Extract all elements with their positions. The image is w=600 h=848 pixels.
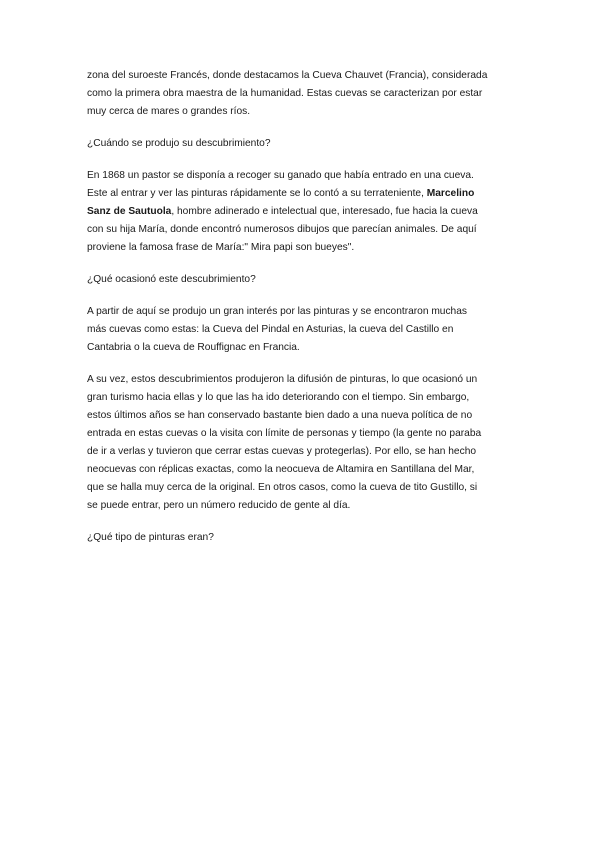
heading-text: ¿Cuándo se produjo su descubrimiento? — [87, 138, 271, 149]
text-run: proviene la famosa frase de María:" Mira papi son bueyes". — [87, 242, 355, 253]
text-line: como la primera obra maestra de la humanidad. Estas cuevas se caracterizan por estar — [87, 88, 483, 99]
text-run: En 1868 un pastor se disponía a recoger su ganado que había entrado en una cueva. — [87, 170, 474, 181]
text-line: A partir de aquí se produjo un gran interés por las pinturas y se encontraron muchas — [87, 306, 467, 317]
text-run: Este al entrar y ver las pinturas rápidamente se lo contó a su terrateniente, — [87, 188, 427, 199]
text-line: se puede entrar, pero un número reducido de gente al día. — [87, 500, 351, 511]
paragraph-more-caves — [87, 303, 519, 357]
paragraph-tourism — [87, 371, 519, 515]
text-line — [87, 203, 519, 221]
document-body — [87, 67, 519, 561]
section-heading-discovery — [87, 135, 519, 153]
text-line: entrada en estas cuevas o la visita con límite de personas y tiempo (la gente no paraba — [87, 428, 482, 439]
text-line — [87, 239, 519, 257]
text-run: con su hija María, donde encontró numerosos dibujos que parecían animales. De aquí — [87, 224, 477, 235]
text-line: de ir a verlas y tuvieron que cerrar estas cuevas y protegerlas). Por ello, se han hecho — [87, 446, 477, 457]
text-line: A su vez, estos descubrimientos produjeron la difusión de pinturas, lo que ocasionó un — [87, 374, 478, 385]
text-line — [87, 221, 519, 239]
text-line: zona del suroeste Francés, donde destacamos la Cueva Chauvet (Francia), considerada — [87, 70, 488, 81]
bold-name-first: Marcelino — [426, 188, 475, 199]
text-run: , hombre adinerado e intelectual que, interesado, fue hacia la cueva — [171, 206, 478, 217]
text-line: muy cerca de mares o grandes ríos. — [87, 106, 251, 117]
bold-name-rest: Sanz de Sautuola — [87, 206, 172, 217]
text-line — [87, 185, 519, 203]
text-line: neocuevas con réplicas exactas, como la neocueva de Altamira en Santillana del Mar, — [87, 464, 475, 475]
text-line — [87, 167, 519, 185]
heading-text: ¿Qué tipo de pinturas eran? — [87, 532, 214, 543]
heading-text: ¿Qué ocasionó este descubrimiento? — [87, 274, 256, 285]
text-line: que se halla muy cerca de la original. En otros casos, como la cueva de tito Gustillo, si — [87, 482, 478, 493]
text-line: gran turismo hacia ellas y lo que las ha ido deteriorando con el tiempo. Sin embargo, — [87, 392, 470, 403]
text-line: Cantabria o la cueva de Rouffignac en Francia. — [87, 342, 300, 353]
paragraph-discovery — [87, 167, 519, 257]
text-line: más cuevas como estas: la Cueva del Pindal en Asturias, la cueva del Castillo en — [87, 324, 454, 335]
section-heading-painting-types — [87, 529, 519, 547]
section-heading-consequence — [87, 271, 519, 289]
text-line: estos últimos años se han conservado bastante bien dado a una nueva política de no — [87, 410, 473, 421]
paragraph-intro — [87, 67, 519, 121]
